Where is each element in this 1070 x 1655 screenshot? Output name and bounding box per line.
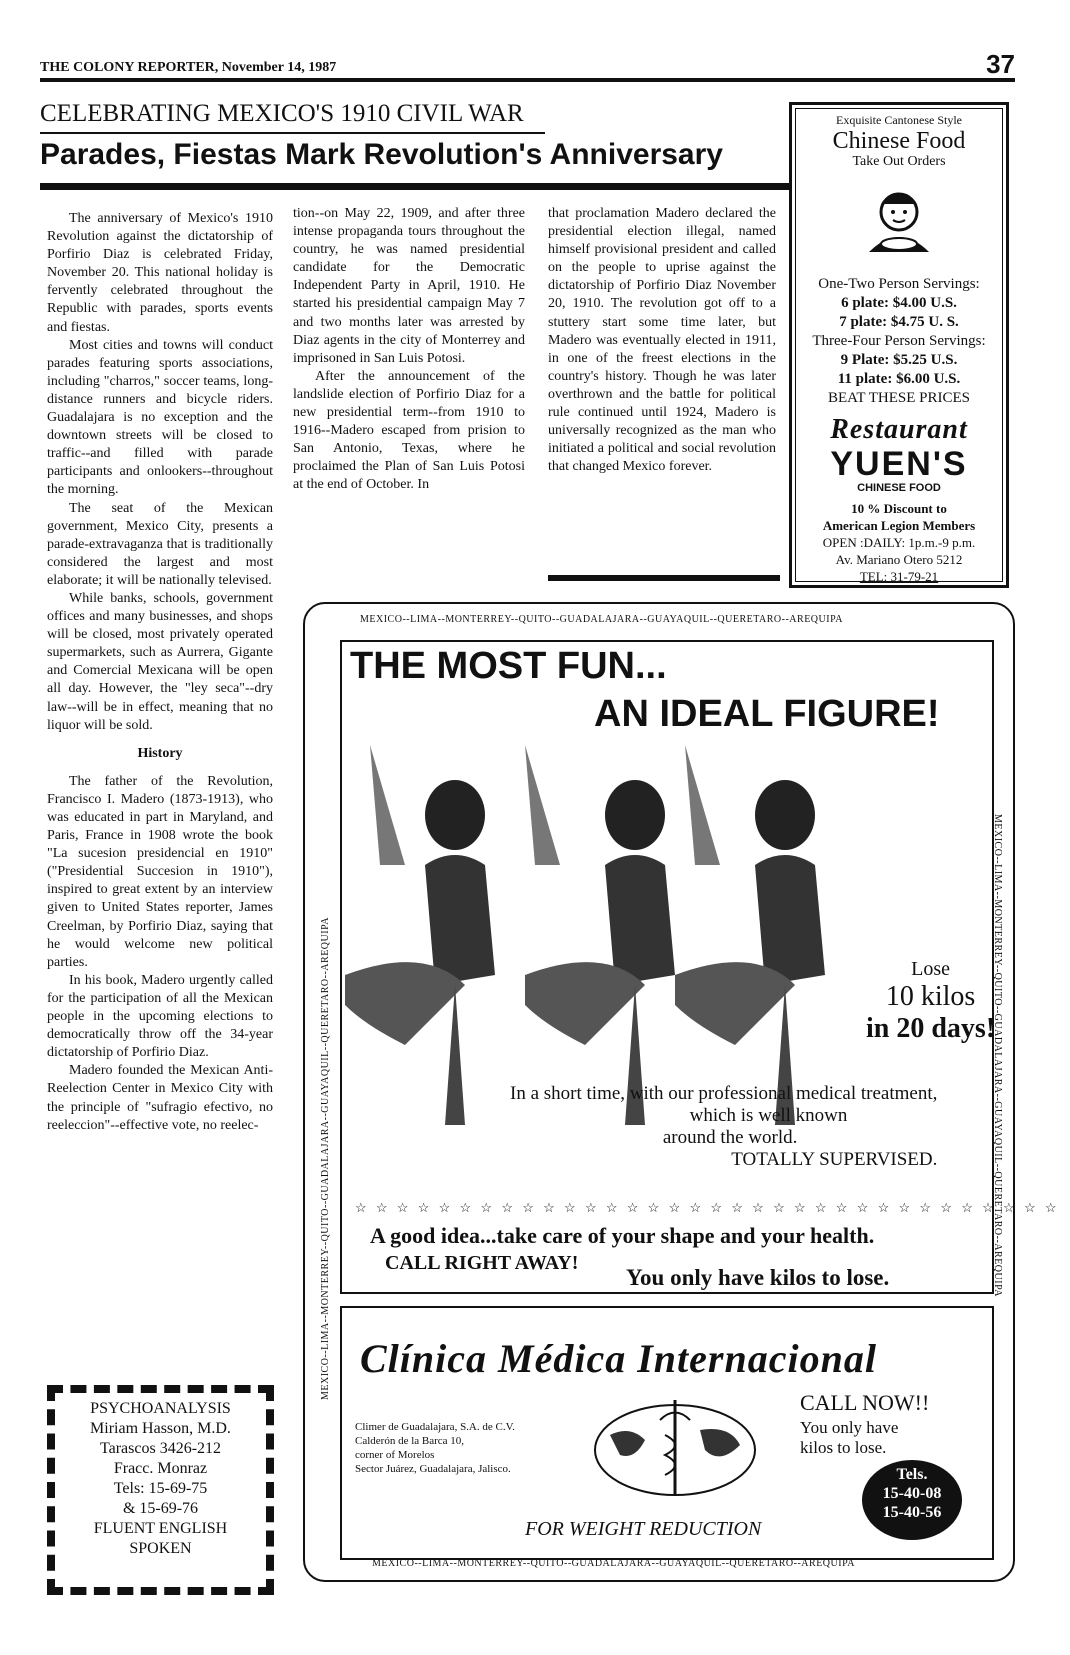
ad-idea-line: A good idea...take care of your shape and your health.: [370, 1223, 875, 1248]
price-line: 7 plate: $4.75 U. S.: [839, 314, 959, 330]
ad-body-line: TOTALLY SUPERVISED.: [731, 1149, 938, 1170]
call-now: CALL NOW!!: [800, 1390, 930, 1415]
clinic-address: [355, 1420, 515, 1476]
call-now-line: You only have: [800, 1418, 899, 1437]
tels-badge: [862, 1460, 962, 1540]
cities-line-right: MEXICO--LIMA--MONTERREY--QUITO--GUADALAJARA--GUAYAQUIL--QUERETARO--AREQUIPA: [992, 814, 1003, 1297]
lose-line-1: Lose: [911, 958, 951, 980]
price-line: One-Two Person Servings:: [818, 276, 980, 292]
hours-line: OPEN :DAILY: 1p.m.-9 p.m.: [822, 535, 976, 550]
psy-line: SPOKEN: [129, 1540, 192, 1557]
discount-line: American Legion Members: [822, 518, 976, 533]
globe-caduceus-icon: [590, 1395, 760, 1500]
tels-label: Tels.: [896, 1466, 928, 1483]
psy-line: Miriam Hasson, M.D.: [90, 1420, 231, 1437]
paragraph: tion--on May 22, 1909, and after three intense propaganda tours throughout the country, he was named presidential candidate for the Democratic Independent Party in April, 1910. He started his presidential campaign May 7 and two months later was arrested by Diaz agents in the city of Monterrey and imprisoned in San Luis Potosi.: [293, 206, 525, 366]
subhead-history: History: [137, 745, 183, 761]
address-line: Av. Mariano Otero 5212: [835, 552, 963, 567]
cities-line-left: MEXICO--LIMA--MONTERREY--QUITO--GUADALAJARA--GUAYAQUIL--QUERETARO--AREQUIPA: [320, 917, 331, 1400]
call-now-line: kilos to lose.: [800, 1438, 887, 1457]
cities-line-top: MEXICO--LIMA--MONTERREY--QUITO--GUADALAJARA--GUAYAQUIL--QUERETARO--AREQUIPA: [360, 614, 843, 625]
discount-line: 10 % Discount to: [851, 501, 947, 516]
lose-line-2: 10 kilos: [885, 981, 976, 1012]
chinese-food-label: CHINESE FOOD: [857, 482, 941, 494]
paragraph: The anniversary of Mexico's 1910 Revolution against the dictatorship of Porfirio Diaz is celebrated Friday, November 20. This national holiday is fervently celebrated throughout the Republic with parades, sports events and fiestas.: [47, 211, 273, 335]
address-line: Sector Juárez, Guadalajara, Jalisco.: [355, 1463, 511, 1475]
call-now-sub: [800, 1418, 898, 1458]
article-column-3: [548, 205, 776, 476]
lose-callout: [866, 958, 995, 1045]
restaurant-name: YUEN'S: [830, 445, 968, 483]
column-end-rule: [548, 575, 780, 581]
article-column-2: [293, 205, 525, 495]
chef-mascot-icon: [849, 182, 949, 262]
headline-rule: [40, 183, 790, 190]
address-line: Climer de Guadalajara, S.A. de C.V.: [355, 1421, 515, 1433]
weight-reduction-footer: FOR WEIGHT REDUCTION: [525, 1518, 762, 1540]
ad-subtitle: Take Out Orders: [852, 154, 946, 169]
tel-number: 15-40-56: [882, 1504, 942, 1521]
ad-call-away: CALL RIGHT AWAY!: [385, 1252, 579, 1274]
dancer-figure: [525, 745, 675, 1125]
price-line: 11 plate: $6.00 U.S.: [837, 371, 961, 387]
ad-headline-2: AN IDEAL FIGURE!: [594, 693, 940, 735]
masthead: [40, 49, 1015, 82]
paragraph: Most cities and towns will conduct parades featuring sports associations, including "charros," soccer teams, long-distance runners and bicycle riders. Guadalajara is no exception and the downtown streets will be closed to traffic--and filled with parade participants and onlookers--throughout the morning.: [47, 337, 273, 498]
masthead-title: THE COLONY REPORTER, November 14, 1987: [40, 60, 337, 75]
ad-headline-1: THE MOST FUN...: [350, 645, 667, 687]
page-number: 37: [986, 49, 1015, 79]
article-column-1: [47, 210, 273, 1135]
article-kicker: CELEBRATING MEXICO'S 1910 CIVIL WAR: [40, 100, 524, 127]
ad-body-text: [510, 1083, 937, 1171]
ad-tagline: Exquisite Cantonese Style: [836, 113, 962, 127]
ad-body-line: around the world.: [662, 1127, 798, 1148]
kicker-rule: [40, 132, 545, 134]
paragraph: While banks, schools, government offices and many businesses, and shops will be closed, most privately operated supermarkets, such as Aurrera, Gigante and Comercial Mexicana will be open all day. However, the "ley seca"--dry law--will be in effect, meaning that no liquor will be sold.: [47, 590, 273, 733]
restaurant-label: Restaurant: [830, 414, 968, 445]
ad-title: Chinese Food: [832, 128, 966, 154]
psy-line: Tarascos 3426-212: [99, 1440, 222, 1457]
dancer-figure: [345, 745, 495, 1125]
price-line: 9 Plate: $5.25 U.S.: [840, 352, 958, 368]
address-line: corner of Morelos: [355, 1449, 435, 1461]
ad-body-line: which is well known: [689, 1105, 848, 1126]
paragraph: Madero founded the Mexican Anti-Reelection Center in Mexico City with the principle of "sufragio efectivo, no reeleccion"--effective vote, no reelec-: [47, 1063, 273, 1133]
psy-line: Tels: 15-69-75: [113, 1480, 208, 1497]
paragraph: In his book, Madero urgently called for the participation of all the Mexican people in the upcoming elections to democratically throw off the 34-year dictatorship of Porfirio Diaz.: [47, 972, 273, 1061]
ad-kilos-line: You only have kilos to lose.: [626, 1265, 890, 1290]
psy-line: PSYCHOANALYSIS: [90, 1400, 231, 1417]
psychoanalysis-ad: [47, 1385, 274, 1595]
address-line: Calderón de la Barca 10,: [355, 1435, 465, 1447]
price-line: Three-Four Person Servings:: [812, 333, 986, 349]
chinese-restaurant-ad: [789, 102, 1009, 588]
tel-number: 15-40-08: [882, 1485, 942, 1502]
lose-line-3: in 20 days!: [866, 1013, 996, 1044]
paragraph: The father of the Revolution, Francisco I. Madero (1873-1913), who was educated in part in Maryland, and Paris, France in 1908 wrote the book "La sucesion presidencial en 1910" ("Presidential Succesion in 1910"), inspired to great extent by an interview given to United States reporter, James Creelman, by Porfirio Diaz, saying that he would welcome new political parties.: [47, 773, 273, 970]
psy-line: & 15-69-76: [122, 1500, 199, 1517]
tel-line: TEL: 31-79-21: [859, 569, 939, 584]
ad-body-line: In a short time, with our professional medical treatment,: [510, 1083, 938, 1104]
clinic-name: Clínica Médica Internacional: [360, 1336, 877, 1381]
paragraph: After the announcement of the landslide election of Porfirio Diaz for a new presidential term--from 1910 to 1916--Madero escaped from prision to San Antonio, Texas, where he proclaimed the Plan of San Luis Potosi at the end of October. In: [293, 368, 525, 493]
star-divider: ☆ ☆ ☆ ☆ ☆ ☆ ☆ ☆ ☆ ☆ ☆ ☆ ☆ ☆ ☆ ☆ ☆ ☆ ☆ ☆ ☆ ☆ ☆ ☆ ☆ ☆ ☆ ☆ ☆ ☆ ☆ ☆ ☆ ☆: [355, 1200, 1060, 1215]
paragraph: The seat of the Mexican government, Mexico City, presents a parade-extravaganza that is traditionally considered the largest and most elaborate; it will be nationally televised.: [47, 500, 273, 588]
price-line: BEAT THESE PRICES: [828, 390, 970, 406]
article-headline: Parades, Fiestas Mark Revolution's Anniversary: [40, 138, 723, 171]
dancer-figure: [675, 745, 825, 1125]
cities-line-bottom: MEXICO--LIMA--MONTERREY--QUITO--GUADALAJARA--GUAYAQUIL--QUERETARO--AREQUIPA: [372, 1558, 855, 1569]
price-line: 6 plate: $4.00 U.S.: [841, 295, 957, 311]
psy-line: FLUENT ENGLISH: [93, 1520, 228, 1537]
paragraph: that proclamation Madero declared the presidential election illegal, named himself provisional president and called on the people to uprise against the dictatorship of Porfirio Diaz November 20, 1910. The revolution got off to a stuttery start some time later, but Madero was eventually elected in 1911, in one of the freest elections in the country's history. Though he was later overthrown and the battle for political rule continued until 1924, Madero is universally recognized as the man who initiated a political and social revolution that changed Mexico forever.: [548, 206, 776, 475]
psy-line: Fracc. Monraz: [113, 1460, 208, 1477]
